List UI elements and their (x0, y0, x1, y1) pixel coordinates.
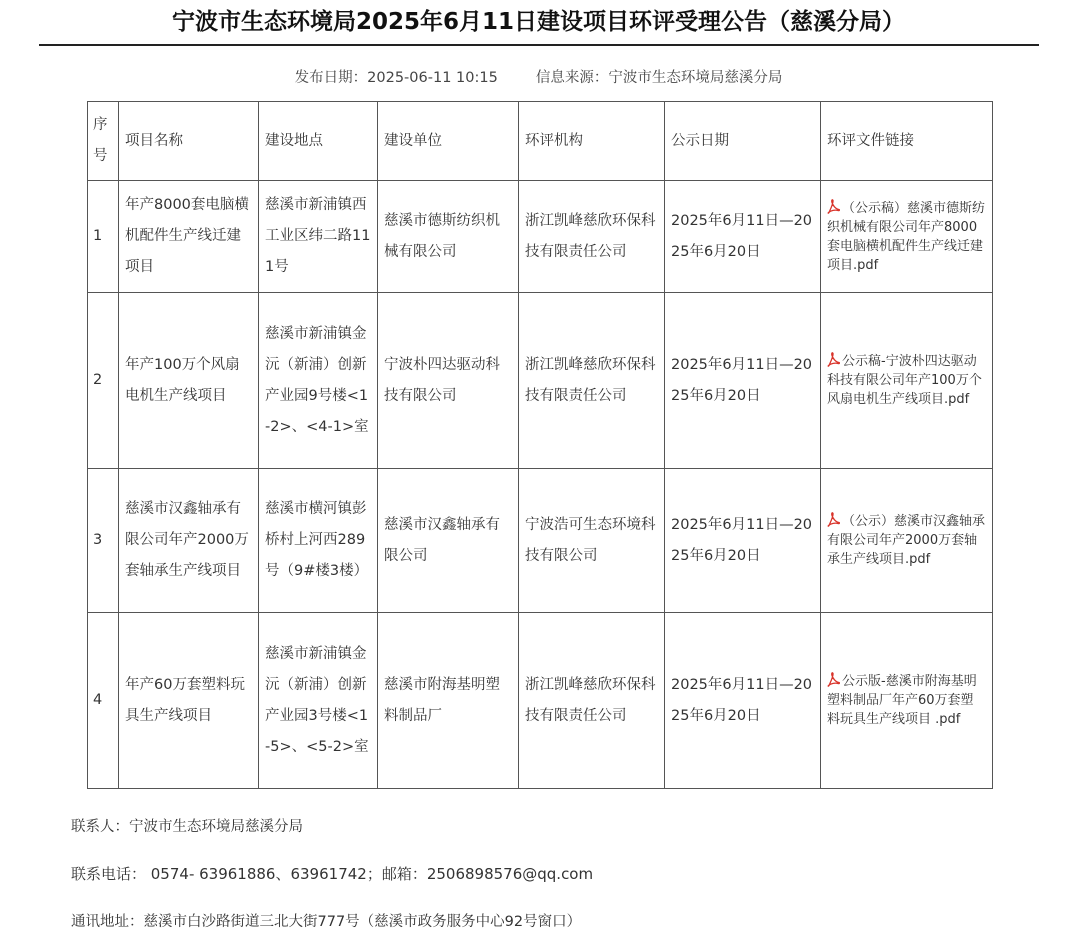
row-project-name: 年产8000套电脑横机配件生产线迁建项目 (119, 181, 259, 293)
row-index: 2 (88, 293, 119, 469)
pdf-file-icon (827, 199, 840, 214)
header-agency: 环评机构 (519, 102, 665, 181)
notice-meta (0, 68, 1077, 88)
row-index: 4 (88, 613, 119, 789)
project-table (87, 101, 993, 789)
row-publicity-date: 2025年6月11日—2025年6月20日 (665, 613, 821, 789)
table-row (88, 613, 993, 789)
file-link-text: 公示稿-宁波朴四达驱动科技有限公司年产100万个风扇电机生产线项目.pdf (827, 354, 982, 407)
header-file-link: 环评文件链接 (821, 102, 993, 181)
header-index: 序号 (88, 102, 119, 181)
file-link-text: （公示）慈溪市汉鑫轴承有限公司年产2000万套轴承生产线项目.pdf (827, 514, 986, 567)
header-publicity-date: 公示日期 (665, 102, 821, 181)
row-builder: 慈溪市附海基明塑料制品厂 (378, 613, 519, 789)
file-link[interactable] (827, 674, 977, 727)
row-file-link-cell (821, 613, 993, 789)
row-publicity-date: 2025年6月11日—2025年6月20日 (665, 181, 821, 293)
row-builder: 慈溪市汉鑫轴承有限公司 (378, 469, 519, 613)
file-link[interactable] (827, 201, 985, 273)
row-file-link-cell (821, 469, 993, 613)
title-divider (39, 44, 1039, 46)
row-publicity-date: 2025年6月11日—2025年6月20日 (665, 293, 821, 469)
file-link[interactable] (827, 354, 982, 407)
header-location: 建设地点 (259, 102, 378, 181)
contact-address: 通讯地址：慈溪市白沙路街道三北大街777号（慈溪市政务服务中心92号窗口） (71, 914, 582, 930)
header-builder: 建设单位 (378, 102, 519, 181)
row-agency: 宁波浩可生态环境科技有限公司 (519, 469, 665, 613)
publish-date: 发布日期：2025-06-11 10:15 (294, 70, 498, 86)
row-index: 3 (88, 469, 119, 613)
row-agency: 浙江凯峰慈欣环保科技有限责任公司 (519, 613, 665, 789)
row-file-link-cell (821, 181, 993, 293)
row-builder: 宁波朴四达驱动科技有限公司 (378, 293, 519, 469)
row-index: 1 (88, 181, 119, 293)
table-header-row (88, 102, 993, 181)
info-source: 信息来源：宁波市生态环境局慈溪分局 (535, 70, 783, 86)
row-project-name: 慈溪市汉鑫轴承有限公司年产2000万套轴承生产线项目 (119, 469, 259, 613)
row-location: 慈溪市新浦镇西工业区纬二路111号 (259, 181, 378, 293)
contact-phone-email: 联系电话： 0574- 63961886、63961742；邮箱：2506898576@qq.com (71, 865, 594, 883)
pdf-file-icon (827, 352, 840, 367)
file-link-text: 公示版-慈溪市附海基明塑料制品厂年产60万套塑料玩具生产线项目 .pdf (827, 674, 977, 727)
row-location: 慈溪市新浦镇金沅（新浦）创新产业园3号楼<1-5>、<5-2>室 (259, 613, 378, 789)
row-file-link-cell (821, 293, 993, 469)
row-project-name: 年产100万个风扇电机生产线项目 (119, 293, 259, 469)
file-link[interactable] (827, 514, 985, 567)
header-project-name: 项目名称 (119, 102, 259, 181)
row-project-name: 年产60万套塑料玩具生产线项目 (119, 613, 259, 789)
pdf-file-icon (827, 512, 840, 527)
table-row (88, 293, 993, 469)
row-agency: 浙江凯峰慈欣环保科技有限责任公司 (519, 181, 665, 293)
row-location: 慈溪市横河镇彭桥村上河西289号（9#楼3楼） (259, 469, 378, 613)
row-builder: 慈溪市德斯纺织机械有限公司 (378, 181, 519, 293)
table-row (88, 469, 993, 613)
page-title: 宁波市生态环境局2025年6月11日建设项目环评受理公告（慈溪分局） (171, 9, 906, 35)
file-link-text: （公示稿）慈溪市德斯纺织机械有限公司年产8000套电脑横机配件生产线迁建项目.pdf (827, 200, 986, 273)
table-row (88, 181, 993, 293)
row-publicity-date: 2025年6月11日—2025年6月20日 (665, 469, 821, 613)
pdf-file-icon (827, 672, 840, 687)
contact-person: 联系人：宁波市生态环境局慈溪分局 (71, 819, 303, 835)
row-agency: 浙江凯峰慈欣环保科技有限责任公司 (519, 293, 665, 469)
row-location: 慈溪市新浦镇金沅（新浦）创新产业园9号楼<1-2>、<4-1>室 (259, 293, 378, 469)
